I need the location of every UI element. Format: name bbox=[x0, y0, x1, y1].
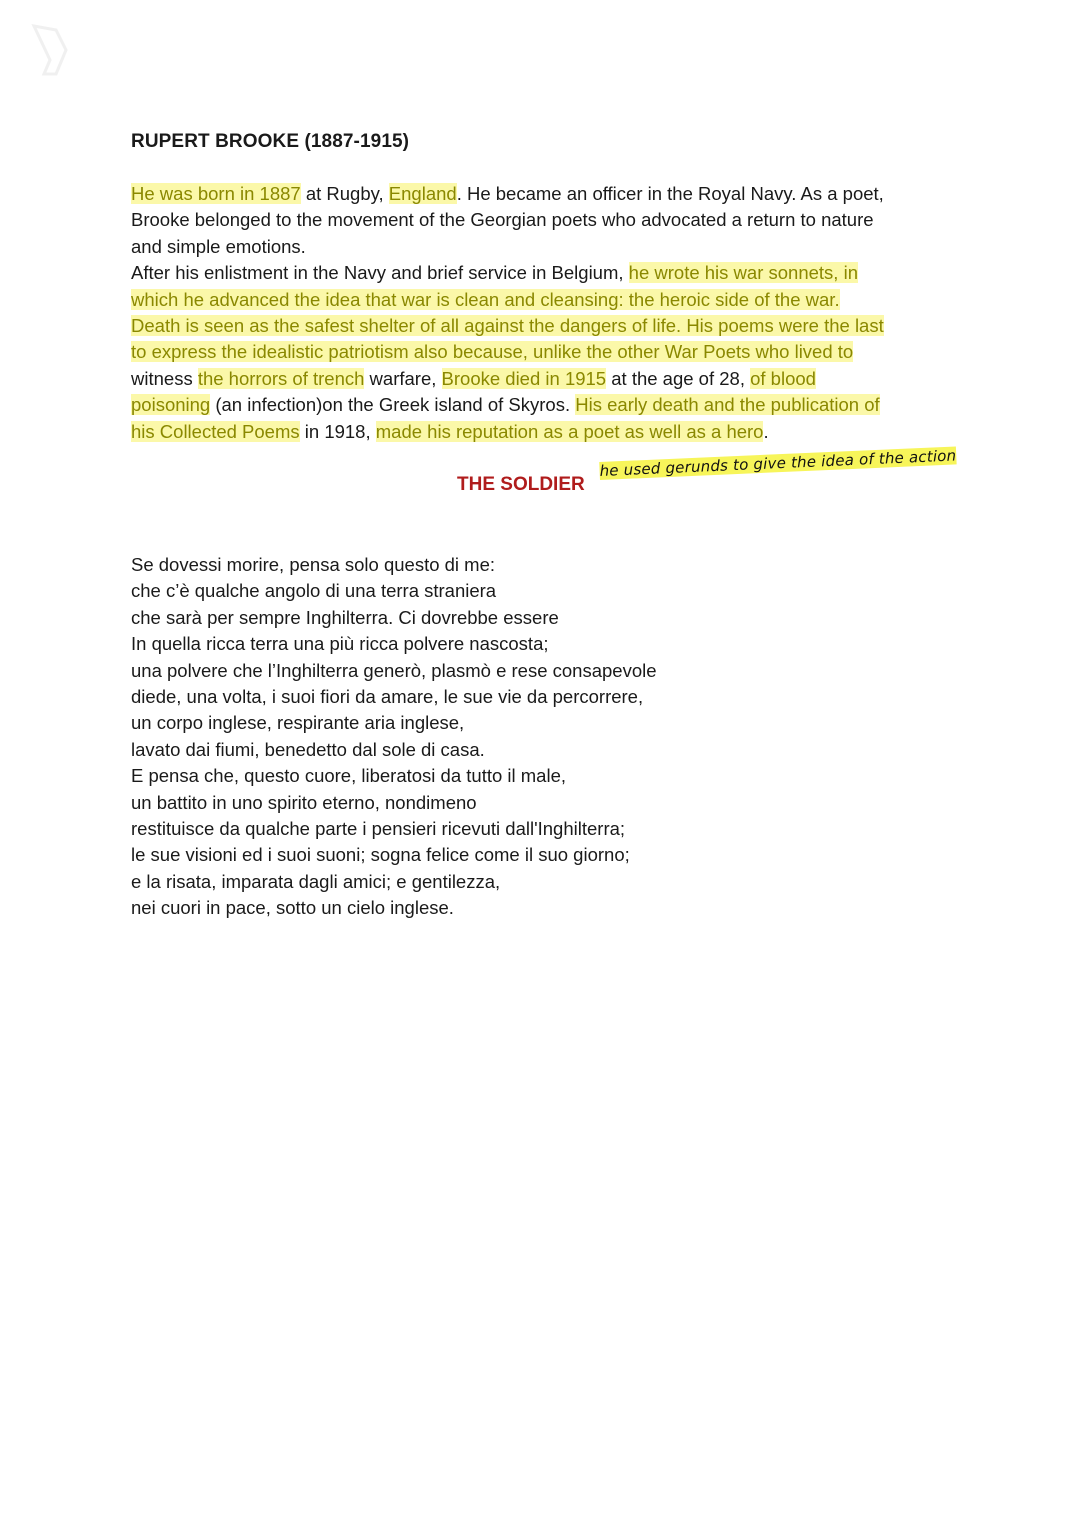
highlighted-text: Death is seen as the safest shelter of all against the dangers of life. His poems were the last bbox=[131, 315, 884, 337]
bio-text: warfare, bbox=[364, 367, 442, 389]
bio-line bbox=[131, 392, 961, 418]
highlighted-text: of blood bbox=[750, 367, 816, 389]
biography-paragraph bbox=[131, 181, 961, 445]
bio-line bbox=[131, 234, 961, 260]
bio-line bbox=[131, 339, 961, 365]
bio-text: . He became an officer in the Royal Navy. As a poet, bbox=[456, 183, 884, 204]
bio-line bbox=[131, 181, 961, 207]
bio-line bbox=[131, 207, 961, 233]
poem-line: In quella ricca terra una più ricca polvere nascosta; bbox=[131, 633, 549, 655]
highlighted-text: His early death and the publication of bbox=[575, 394, 880, 416]
poem-line: Se dovessi morire, pensa solo questo di me: bbox=[131, 554, 496, 575]
poem-title: THE SOLDIER bbox=[457, 474, 585, 495]
highlighted-text: Brooke died in 1915 bbox=[441, 367, 607, 389]
bio-line bbox=[131, 260, 961, 286]
poem-line: e la risata, imparata dagli amici; e gentilezza, bbox=[131, 870, 501, 892]
bio-line bbox=[131, 419, 961, 445]
highlighted-text: the horrors of trench bbox=[197, 367, 365, 389]
highlighted-text: England bbox=[388, 183, 457, 204]
bio-text: witness bbox=[131, 367, 198, 389]
bio-line bbox=[131, 313, 961, 339]
poem-line: E pensa che, questo cuore, liberatosi da tutto il male, bbox=[131, 765, 567, 787]
poem-line: una polvere che l’Inghilterra generò, plasmò e rese consapevole bbox=[131, 659, 657, 681]
bio-text: After his enlistment in the Navy and brief service in Belgium, bbox=[131, 262, 629, 284]
annotation-text: he used gerunds to give the idea of the action bbox=[599, 446, 957, 480]
bio-text: and simple emotions. bbox=[131, 235, 306, 257]
highlighted-text: his Collected Poems bbox=[131, 420, 300, 442]
poem-line: le sue visioni ed i suoi suoni; sogna felice come il suo giorno; bbox=[131, 844, 630, 866]
highlighted-text: to express the idealistic patriotism also because, unlike the other War Poets who lived to bbox=[131, 341, 854, 363]
highlighted-text: which he advanced the idea that war is clean and cleansing: the heroic side of the war. bbox=[131, 288, 840, 310]
highlighted-text: made his reputation as a poet as well as a hero bbox=[375, 420, 764, 442]
bio-text: in 1918, bbox=[299, 420, 376, 442]
bio-text: at the age of 28, bbox=[606, 367, 751, 389]
bio-line bbox=[131, 287, 961, 313]
poem-line: che c’è qualche angolo di una terra straniera bbox=[131, 580, 497, 602]
poem-line: diede, una volta, i suoi fiori da amare, le sue vie da percorrere, bbox=[131, 686, 644, 708]
poem-line: un corpo inglese, respirante aria inglese, bbox=[131, 712, 465, 734]
bio-line bbox=[131, 366, 961, 392]
bio-text: Brooke belonged to the movement of the Georgian poets who advocated a return to nature bbox=[131, 209, 874, 231]
highlighted-text: he wrote his war sonnets, in bbox=[628, 262, 858, 284]
poem-text bbox=[131, 552, 657, 922]
poem-line: nei cuori in pace, sotto un cielo inglese. bbox=[131, 897, 454, 919]
bio-text: (an infection)on the Greek island of Skyros. bbox=[210, 394, 576, 416]
poem-line: restituisce da qualche parte i pensieri ricevuti dall'Inghilterra; bbox=[131, 818, 626, 840]
poem-line: che sarà per sempre Inghilterra. Ci dovrebbe essere bbox=[131, 606, 559, 628]
bio-text: at Rugby, bbox=[300, 183, 389, 204]
page-title: RUPERT BROOKE (1887-1915) bbox=[131, 131, 410, 152]
highlighted-text: poisoning bbox=[131, 394, 211, 416]
poem-line: lavato dai fiumi, benedetto dal sole di casa. bbox=[131, 738, 485, 760]
faint-logo-icon bbox=[26, 20, 74, 80]
poem-line: un battito in uno spirito eterno, nondimeno bbox=[131, 791, 477, 813]
handwritten-annotation bbox=[599, 446, 956, 480]
highlighted-text: He was born in 1887 bbox=[131, 183, 301, 204]
bio-text: . bbox=[763, 420, 769, 442]
